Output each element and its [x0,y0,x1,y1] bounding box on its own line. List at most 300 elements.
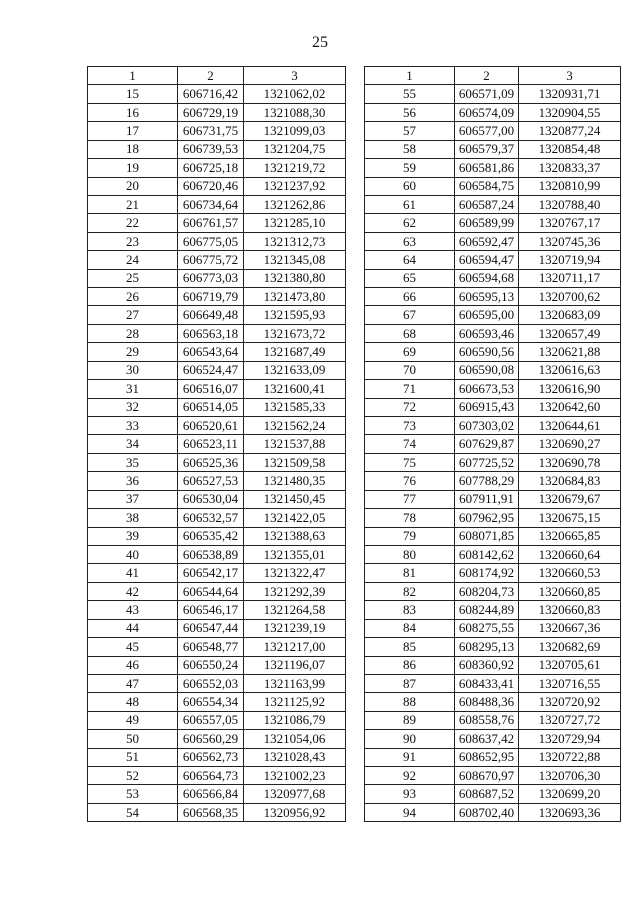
y-coordinate-cell: 1320722,88 [519,748,621,766]
y-coordinate-cell: 1320679,67 [519,490,621,508]
x-coordinate-cell: 608670,97 [455,767,519,785]
point-number-cell: 82 [365,582,455,600]
x-coordinate-cell: 606546,17 [178,601,244,619]
x-coordinate-cell: 606524,47 [178,361,244,379]
table-row [88,214,346,232]
table-row [365,527,621,545]
x-coordinate-cell: 606731,75 [178,122,244,140]
y-coordinate-cell: 1321163,99 [244,674,346,692]
y-coordinate-cell: 1321633,09 [244,361,346,379]
point-number-cell: 34 [88,435,178,453]
table-row [88,324,346,342]
y-coordinate-cell: 1321388,63 [244,527,346,545]
table-row [88,619,346,637]
y-coordinate-cell: 1320644,61 [519,417,621,435]
point-number-cell: 57 [365,122,455,140]
table-row [365,472,621,490]
y-coordinate-cell: 1320690,27 [519,435,621,453]
x-coordinate-cell: 606581,86 [455,159,519,177]
x-coordinate-cell: 608360,92 [455,656,519,674]
table-row [365,232,621,250]
table-row [88,803,346,821]
x-coordinate-cell: 606527,53 [178,472,244,490]
point-number-cell: 30 [88,361,178,379]
x-coordinate-cell: 606554,34 [178,693,244,711]
x-coordinate-cell: 606592,47 [455,232,519,250]
y-coordinate-cell: 1320616,63 [519,361,621,379]
table-row [88,251,346,269]
point-number-cell: 59 [365,159,455,177]
x-coordinate-cell: 606593,46 [455,324,519,342]
y-coordinate-cell: 1320660,85 [519,582,621,600]
point-number-cell: 54 [88,803,178,821]
y-coordinate-cell: 1320716,55 [519,674,621,692]
table-row [88,748,346,766]
point-number-cell: 48 [88,693,178,711]
table-row [365,380,621,398]
x-coordinate-cell: 606552,03 [178,674,244,692]
x-coordinate-cell: 607303,02 [455,417,519,435]
table-row [88,269,346,287]
y-coordinate-cell: 1321345,08 [244,251,346,269]
column-header-x: 2 [178,67,244,85]
x-coordinate-cell: 608275,55 [455,619,519,637]
point-number-cell: 22 [88,214,178,232]
table-row [365,711,621,729]
table-row [365,343,621,361]
point-number-cell: 90 [365,730,455,748]
y-coordinate-cell: 1321473,80 [244,288,346,306]
table-row [365,748,621,766]
y-coordinate-cell: 1320657,49 [519,324,621,342]
table-row [365,693,621,711]
y-coordinate-cell: 1320854,48 [519,140,621,158]
x-coordinate-cell: 606775,72 [178,251,244,269]
x-coordinate-cell: 608558,76 [455,711,519,729]
y-coordinate-cell: 1321028,43 [244,748,346,766]
y-coordinate-cell: 1321262,86 [244,195,346,213]
point-number-cell: 68 [365,324,455,342]
table-row [88,435,346,453]
table-row [88,417,346,435]
point-number-cell: 51 [88,748,178,766]
table-row [365,159,621,177]
table-row [88,509,346,527]
point-number-cell: 81 [365,564,455,582]
point-number-cell: 60 [365,177,455,195]
point-number-cell: 37 [88,490,178,508]
table-row [88,380,346,398]
y-coordinate-cell: 1320719,94 [519,251,621,269]
point-number-cell: 75 [365,453,455,471]
y-coordinate-cell: 1321687,49 [244,343,346,361]
x-coordinate-cell: 606543,64 [178,343,244,361]
point-number-cell: 29 [88,343,178,361]
x-coordinate-cell: 606775,05 [178,232,244,250]
table-row [365,674,621,692]
y-coordinate-cell: 1320745,36 [519,232,621,250]
y-coordinate-cell: 1321450,45 [244,490,346,508]
point-number-cell: 21 [88,195,178,213]
point-number-cell: 87 [365,674,455,692]
x-coordinate-cell: 606594,68 [455,269,519,287]
coordinates-table-left [87,66,346,822]
y-coordinate-cell: 1320833,37 [519,159,621,177]
table-row [88,103,346,121]
point-number-cell: 50 [88,730,178,748]
x-coordinate-cell: 608174,92 [455,564,519,582]
table-header-row [88,67,346,85]
y-coordinate-cell: 1321595,93 [244,306,346,324]
table-row [365,564,621,582]
x-coordinate-cell: 606915,43 [455,398,519,416]
point-number-cell: 20 [88,177,178,195]
y-coordinate-cell: 1320904,55 [519,103,621,121]
x-coordinate-cell: 606532,57 [178,509,244,527]
point-number-cell: 84 [365,619,455,637]
point-number-cell: 61 [365,195,455,213]
point-number-cell: 58 [365,140,455,158]
table-row [88,490,346,508]
point-number-cell: 69 [365,343,455,361]
table-row [365,269,621,287]
point-number-cell: 56 [365,103,455,121]
point-number-cell: 79 [365,527,455,545]
x-coordinate-cell: 606535,42 [178,527,244,545]
point-number-cell: 91 [365,748,455,766]
point-number-cell: 80 [365,545,455,563]
y-coordinate-cell: 1321673,72 [244,324,346,342]
table-row [88,711,346,729]
table-row [365,306,621,324]
point-number-cell: 25 [88,269,178,287]
point-number-cell: 44 [88,619,178,637]
y-coordinate-cell: 1321088,30 [244,103,346,121]
point-number-cell: 70 [365,361,455,379]
table-row [365,509,621,527]
point-number-cell: 18 [88,140,178,158]
x-coordinate-cell: 606550,24 [178,656,244,674]
y-coordinate-cell: 1320810,99 [519,177,621,195]
point-number-cell: 65 [365,269,455,287]
table-row [365,435,621,453]
x-coordinate-cell: 606577,00 [455,122,519,140]
table-row [88,527,346,545]
y-coordinate-cell: 1320729,94 [519,730,621,748]
point-number-cell: 39 [88,527,178,545]
table-row [88,545,346,563]
y-coordinate-cell: 1320642,60 [519,398,621,416]
x-coordinate-cell: 606574,09 [455,103,519,121]
y-coordinate-cell: 1320705,61 [519,656,621,674]
table-row [365,288,621,306]
point-number-cell: 94 [365,803,455,821]
x-coordinate-cell: 606589,99 [455,214,519,232]
table-row [88,564,346,582]
y-coordinate-cell: 1321219,72 [244,159,346,177]
y-coordinate-cell: 1320690,78 [519,453,621,471]
table-row [365,730,621,748]
y-coordinate-cell: 1321086,79 [244,711,346,729]
y-coordinate-cell: 1321239,19 [244,619,346,637]
table-row [365,103,621,121]
x-coordinate-cell: 606725,18 [178,159,244,177]
table-row [88,453,346,471]
y-coordinate-cell: 1320727,72 [519,711,621,729]
x-coordinate-cell: 608687,52 [455,785,519,803]
table-row [88,288,346,306]
point-number-cell: 33 [88,417,178,435]
point-number-cell: 19 [88,159,178,177]
table-row [88,472,346,490]
x-coordinate-cell: 606571,09 [455,85,519,103]
y-coordinate-cell: 1321054,06 [244,730,346,748]
table-row [365,638,621,656]
x-coordinate-cell: 606587,24 [455,195,519,213]
y-coordinate-cell: 1320706,30 [519,767,621,785]
y-coordinate-cell: 1320711,17 [519,269,621,287]
table-row [88,232,346,250]
x-coordinate-cell: 606568,35 [178,803,244,821]
table-row [365,417,621,435]
y-coordinate-cell: 1321380,80 [244,269,346,287]
y-coordinate-cell: 1321355,01 [244,545,346,563]
y-coordinate-cell: 1320660,53 [519,564,621,582]
point-number-cell: 72 [365,398,455,416]
point-number-cell: 40 [88,545,178,563]
point-number-cell: 66 [365,288,455,306]
table-row [365,545,621,563]
point-number-cell: 49 [88,711,178,729]
table-row [88,638,346,656]
table-row [365,122,621,140]
x-coordinate-cell: 606584,75 [455,177,519,195]
x-coordinate-cell: 606525,36 [178,453,244,471]
y-coordinate-cell: 1320956,92 [244,803,346,821]
x-coordinate-cell: 606734,64 [178,195,244,213]
column-header-number: 1 [88,67,178,85]
point-number-cell: 15 [88,85,178,103]
point-number-cell: 31 [88,380,178,398]
x-coordinate-cell: 606566,84 [178,785,244,803]
table-row [88,582,346,600]
x-coordinate-cell: 607962,95 [455,509,519,527]
point-number-cell: 36 [88,472,178,490]
point-number-cell: 73 [365,417,455,435]
column-header-x: 2 [455,67,519,85]
table-row [88,343,346,361]
x-coordinate-cell: 608702,40 [455,803,519,821]
y-coordinate-cell: 1321322,47 [244,564,346,582]
y-coordinate-cell: 1321125,92 [244,693,346,711]
table-row [88,122,346,140]
y-coordinate-cell: 1321480,35 [244,472,346,490]
point-number-cell: 35 [88,453,178,471]
table-row [88,693,346,711]
x-coordinate-cell: 606594,47 [455,251,519,269]
x-coordinate-cell: 607911,91 [455,490,519,508]
table-row [365,803,621,821]
point-number-cell: 23 [88,232,178,250]
point-number-cell: 74 [365,435,455,453]
y-coordinate-cell: 1321509,58 [244,453,346,471]
x-coordinate-cell: 606520,61 [178,417,244,435]
x-coordinate-cell: 606595,13 [455,288,519,306]
x-coordinate-cell: 606729,19 [178,103,244,121]
table-row [88,674,346,692]
table-row [365,582,621,600]
x-coordinate-cell: 606590,56 [455,343,519,361]
x-coordinate-cell: 606523,11 [178,435,244,453]
y-coordinate-cell: 1320675,15 [519,509,621,527]
column-header-y: 3 [244,67,346,85]
x-coordinate-cell: 608637,42 [455,730,519,748]
x-coordinate-cell: 606544,64 [178,582,244,600]
x-coordinate-cell: 608433,41 [455,674,519,692]
x-coordinate-cell: 606649,48 [178,306,244,324]
y-coordinate-cell: 1320665,85 [519,527,621,545]
x-coordinate-cell: 606564,73 [178,767,244,785]
point-number-cell: 53 [88,785,178,803]
point-number-cell: 26 [88,288,178,306]
y-coordinate-cell: 1320788,40 [519,195,621,213]
y-coordinate-cell: 1320682,69 [519,638,621,656]
x-coordinate-cell: 606547,44 [178,619,244,637]
point-number-cell: 62 [365,214,455,232]
table-row [365,619,621,637]
page-number: 25 [312,34,328,51]
table-row [88,601,346,619]
table-row [365,85,621,103]
point-number-cell: 64 [365,251,455,269]
point-number-cell: 86 [365,656,455,674]
table-row [88,85,346,103]
x-coordinate-cell: 606563,18 [178,324,244,342]
y-coordinate-cell: 1321562,24 [244,417,346,435]
y-coordinate-cell: 1320660,83 [519,601,621,619]
point-number-cell: 43 [88,601,178,619]
table-row [365,324,621,342]
table-row [88,361,346,379]
table-row [88,398,346,416]
x-coordinate-cell: 606560,29 [178,730,244,748]
column-header-number: 1 [365,67,455,85]
column-header-y: 3 [519,67,621,85]
table-row [365,195,621,213]
x-coordinate-cell: 607788,29 [455,472,519,490]
table-row [365,656,621,674]
y-coordinate-cell: 1320621,88 [519,343,621,361]
table-row [88,785,346,803]
x-coordinate-cell: 606542,17 [178,564,244,582]
y-coordinate-cell: 1320720,92 [519,693,621,711]
x-coordinate-cell: 606548,77 [178,638,244,656]
x-coordinate-cell: 606590,08 [455,361,519,379]
y-coordinate-cell: 1321099,03 [244,122,346,140]
y-coordinate-cell: 1321196,07 [244,656,346,674]
y-coordinate-cell: 1320683,09 [519,306,621,324]
y-coordinate-cell: 1321422,05 [244,509,346,527]
y-coordinate-cell: 1321062,02 [244,85,346,103]
point-number-cell: 88 [365,693,455,711]
x-coordinate-cell: 606530,04 [178,490,244,508]
point-number-cell: 42 [88,582,178,600]
y-coordinate-cell: 1320684,83 [519,472,621,490]
x-coordinate-cell: 606716,42 [178,85,244,103]
table-row [365,140,621,158]
x-coordinate-cell: 606673,53 [455,380,519,398]
y-coordinate-cell: 1321217,00 [244,638,346,656]
table-row [365,785,621,803]
point-number-cell: 27 [88,306,178,324]
point-number-cell: 46 [88,656,178,674]
x-coordinate-cell: 606739,53 [178,140,244,158]
table-row [365,177,621,195]
y-coordinate-cell: 1320667,36 [519,619,621,637]
point-number-cell: 77 [365,490,455,508]
y-coordinate-cell: 1321600,41 [244,380,346,398]
point-number-cell: 45 [88,638,178,656]
point-number-cell: 41 [88,564,178,582]
y-coordinate-cell: 1321002,23 [244,767,346,785]
x-coordinate-cell: 608488,36 [455,693,519,711]
point-number-cell: 32 [88,398,178,416]
point-number-cell: 89 [365,711,455,729]
point-number-cell: 17 [88,122,178,140]
point-number-cell: 92 [365,767,455,785]
point-number-cell: 78 [365,509,455,527]
x-coordinate-cell: 606557,05 [178,711,244,729]
y-coordinate-cell: 1320700,62 [519,288,621,306]
coordinates-table-right [364,66,621,822]
table-row [88,767,346,785]
y-coordinate-cell: 1321285,10 [244,214,346,232]
y-coordinate-cell: 1321537,88 [244,435,346,453]
table-row [88,159,346,177]
point-number-cell: 47 [88,674,178,692]
point-number-cell: 24 [88,251,178,269]
table-row [365,601,621,619]
y-coordinate-cell: 1321264,58 [244,601,346,619]
point-number-cell: 76 [365,472,455,490]
table-row [365,453,621,471]
x-coordinate-cell: 606719,79 [178,288,244,306]
x-coordinate-cell: 606720,46 [178,177,244,195]
y-coordinate-cell: 1321292,39 [244,582,346,600]
x-coordinate-cell: 607725,52 [455,453,519,471]
y-coordinate-cell: 1321585,33 [244,398,346,416]
x-coordinate-cell: 606579,37 [455,140,519,158]
y-coordinate-cell: 1320699,20 [519,785,621,803]
point-number-cell: 52 [88,767,178,785]
table-row [88,306,346,324]
y-coordinate-cell: 1321237,92 [244,177,346,195]
y-coordinate-cell: 1320616,90 [519,380,621,398]
y-coordinate-cell: 1320877,24 [519,122,621,140]
x-coordinate-cell: 608071,85 [455,527,519,545]
x-coordinate-cell: 606514,05 [178,398,244,416]
y-coordinate-cell: 1320660,64 [519,545,621,563]
table-row [365,214,621,232]
x-coordinate-cell: 608142,62 [455,545,519,563]
x-coordinate-cell: 606773,03 [178,269,244,287]
y-coordinate-cell: 1320931,71 [519,85,621,103]
point-number-cell: 71 [365,380,455,398]
y-coordinate-cell: 1321312,73 [244,232,346,250]
y-coordinate-cell: 1320767,17 [519,214,621,232]
point-number-cell: 55 [365,85,455,103]
x-coordinate-cell: 606595,00 [455,306,519,324]
